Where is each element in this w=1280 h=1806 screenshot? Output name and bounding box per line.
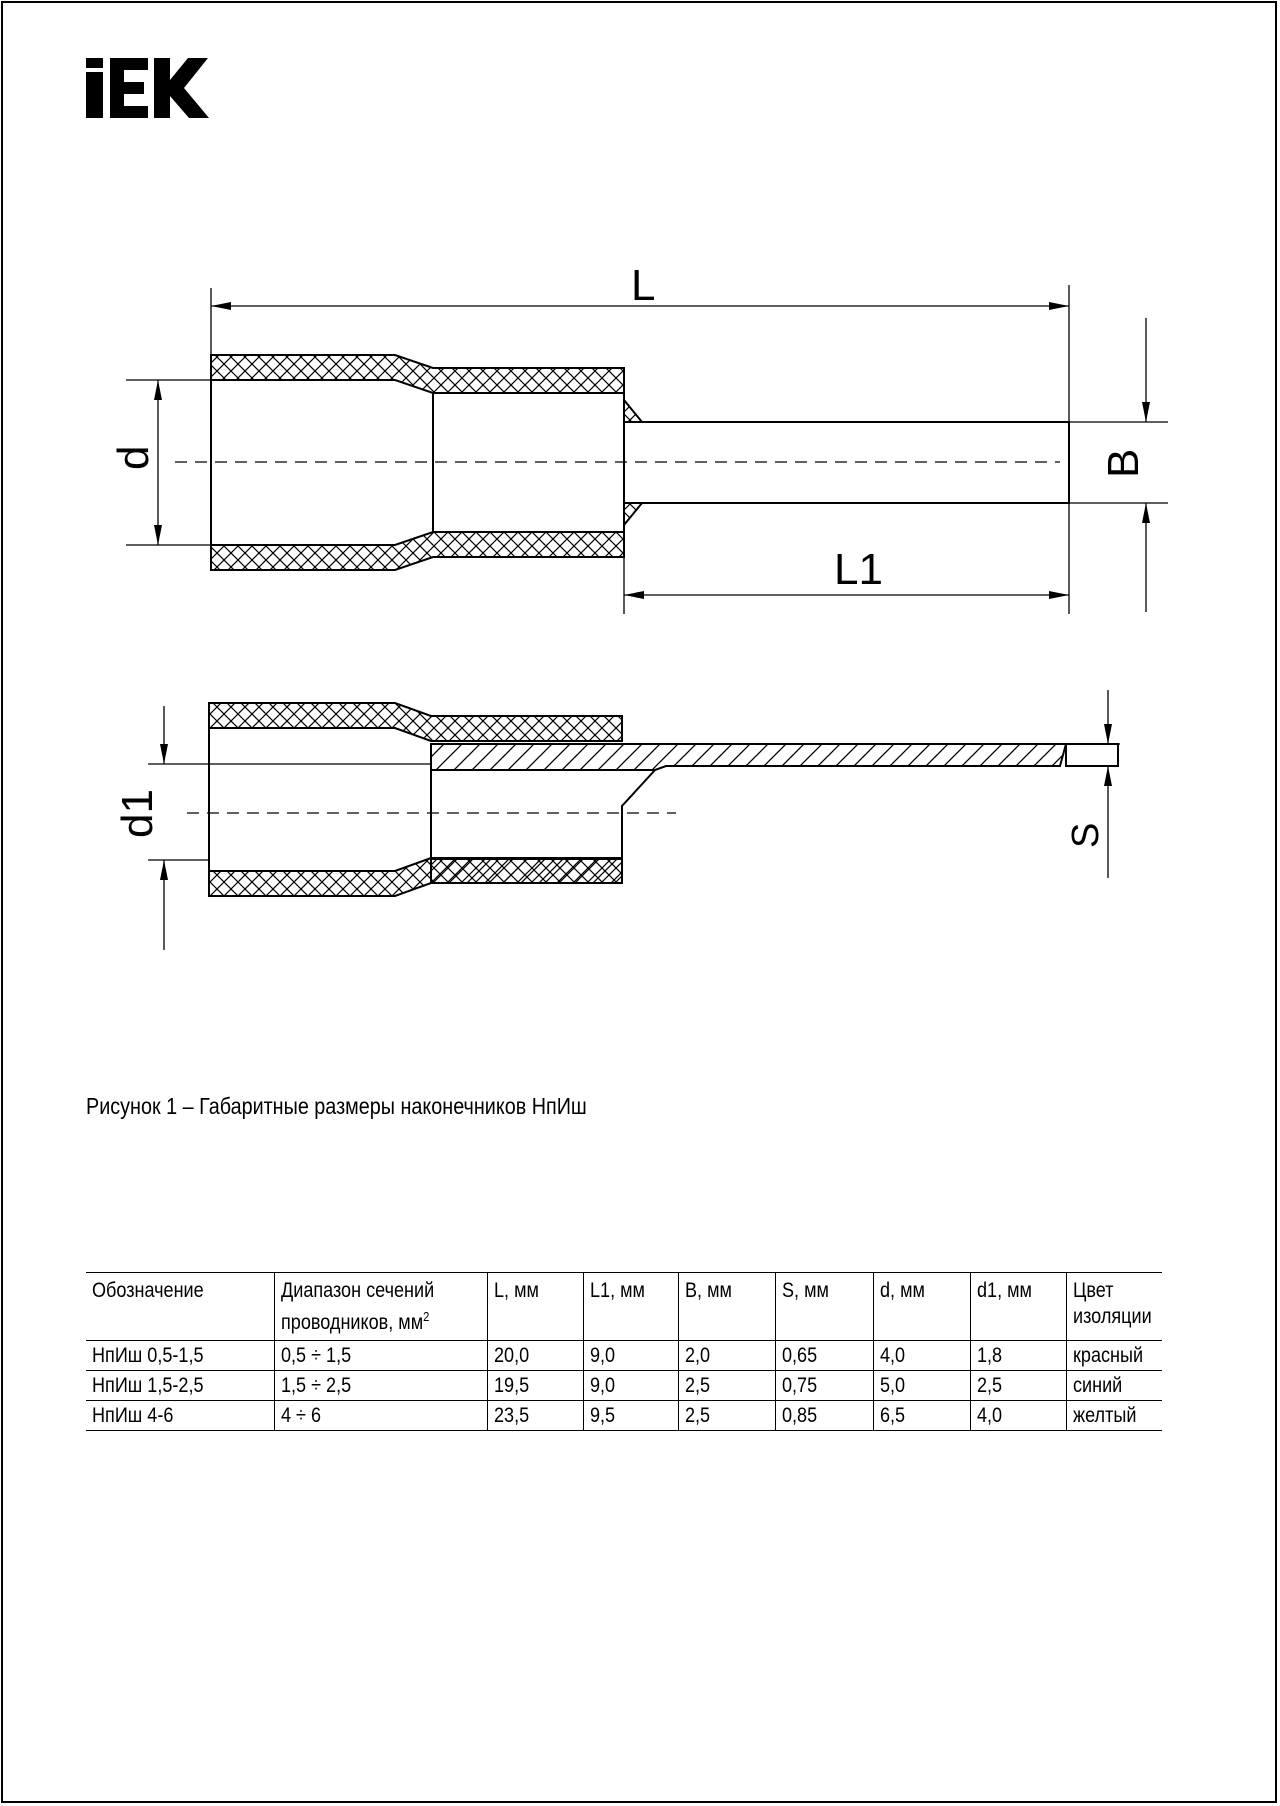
cell-B: 2,5 bbox=[679, 1371, 776, 1401]
cell-B: 2,0 bbox=[679, 1341, 776, 1371]
section-view bbox=[187, 703, 1118, 896]
cell-range: 1,5 ÷ 2,5 bbox=[275, 1371, 488, 1401]
cell-d: 4,0 bbox=[873, 1341, 970, 1371]
cell-L: 20,0 bbox=[488, 1341, 583, 1371]
cell-d1: 4,0 bbox=[970, 1401, 1066, 1431]
header-B: B, мм bbox=[679, 1273, 776, 1341]
dim-label-d: d bbox=[109, 445, 158, 470]
cell-L1: 9,5 bbox=[583, 1401, 679, 1431]
table-row bbox=[86, 1341, 1162, 1371]
header-L1: L1, мм bbox=[583, 1273, 679, 1341]
dim-label-B: B bbox=[1099, 448, 1148, 478]
header-cross-section-range: Диапазон сечений проводников, $мм^2$ bbox=[275, 1273, 488, 1341]
dim-label-L: L bbox=[631, 261, 656, 310]
dim-label-L1: L1 bbox=[834, 545, 883, 594]
cell-d1: 2,5 bbox=[970, 1371, 1066, 1401]
header-S: S, мм bbox=[776, 1273, 873, 1341]
cell-range: 0,5 ÷ 1,5 bbox=[275, 1341, 488, 1371]
cell-range: 4 ÷ 6 bbox=[275, 1401, 488, 1431]
top-view bbox=[175, 355, 1069, 570]
table-row bbox=[86, 1401, 1162, 1431]
figure-caption: Рисунок 1 – Габаритные размеры наконечников НпИш bbox=[86, 1093, 587, 1119]
cell-designation: НпИш 0,5-1,5 bbox=[92, 1344, 204, 1367]
cell-L1: 9,0 bbox=[583, 1371, 679, 1401]
dim-label-d1: d1 bbox=[113, 789, 162, 838]
cell-L1: 9,0 bbox=[583, 1341, 679, 1371]
cell-d: 6,5 bbox=[873, 1401, 970, 1431]
specifications-table bbox=[86, 1272, 1162, 1431]
header-insulation-color: Цвет изоляции bbox=[1066, 1273, 1162, 1341]
cell-color: желтый bbox=[1066, 1401, 1162, 1431]
table-header-row bbox=[86, 1273, 1162, 1341]
cell-color: красный bbox=[1066, 1341, 1162, 1371]
header-d1: d1, мм bbox=[970, 1273, 1066, 1341]
cell-S: 0,75 bbox=[776, 1371, 873, 1401]
cell-S: 0,65 bbox=[776, 1341, 873, 1371]
header-L: L, мм bbox=[488, 1273, 583, 1341]
table-row bbox=[86, 1371, 1162, 1401]
header-d: d, мм bbox=[873, 1273, 970, 1341]
cell-designation: НпИш 1,5-2,5 bbox=[92, 1374, 204, 1397]
cell-color: синий bbox=[1066, 1371, 1162, 1401]
dim-label-S: S bbox=[1065, 822, 1107, 848]
cell-B: 2,5 bbox=[679, 1401, 776, 1431]
cell-L: 23,5 bbox=[488, 1401, 583, 1431]
cell-designation: НпИш 4-6 bbox=[92, 1404, 174, 1427]
cell-L: 19,5 bbox=[488, 1371, 583, 1401]
cell-d: 5,0 bbox=[873, 1371, 970, 1401]
header-designation: Обозначение bbox=[92, 1279, 204, 1302]
cell-d1: 1,8 bbox=[970, 1341, 1066, 1371]
cell-S: 0,85 bbox=[776, 1401, 873, 1431]
